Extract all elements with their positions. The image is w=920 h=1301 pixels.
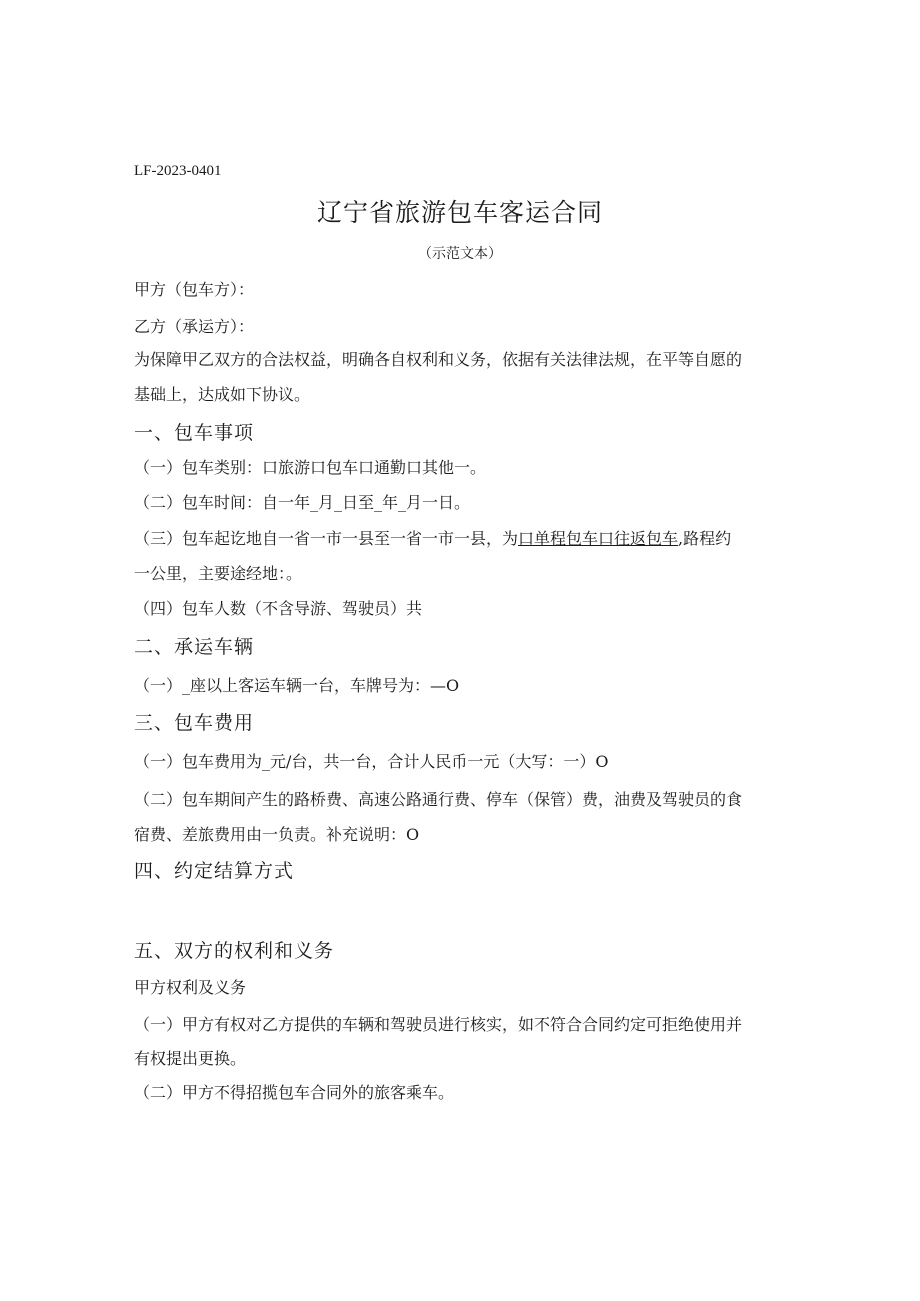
section-1-heading: 一、包车事项	[134, 422, 255, 444]
section-5-item-1-line-1: （一）甲方有权对乙方提供的车辆和驾驶员进行核实，如不符合合同约定可拒绝使用并	[134, 1015, 743, 1034]
section-5-heading: 五、双方的权利和义务	[134, 940, 335, 962]
section-1-item-1: （一）包车类别：口旅游口包车口通勤口其他一。	[134, 458, 487, 477]
intro-line-2: 基础上，达成如下协议。	[134, 385, 311, 404]
party-b-line: 乙方（承运方）：	[134, 317, 255, 336]
section-2-item-1: （一）_座以上客运车辆一台，车牌号为：—O	[134, 676, 460, 695]
section-2-heading: 二、承运车辆	[134, 636, 255, 658]
item-3-trip-type: 口单程包车口往返包车	[518, 529, 679, 548]
section-3-heading: 三、包车费用	[134, 712, 255, 734]
section-3-item-2-line-1: （二）包车期间产生的路桥费、高速公路通行费、停车（保管）费，油费及驾驶员的食	[134, 790, 743, 809]
section-5-subheading: 甲方权利及义务	[134, 978, 247, 997]
section-1-item-4: （四）包车人数（不含导游、驾驶员）共	[134, 599, 423, 618]
document-subtitle: （示范文本）	[418, 246, 502, 262]
party-a-line: 甲方（包车方）：	[134, 280, 255, 299]
section-5-item-1-line-2: 有权提出更换。	[134, 1049, 247, 1068]
item-3-prefix: （三）包车起讫地自一省一市一县至一省一市一县，为	[134, 529, 519, 548]
item-3-suffix: ,路程约	[678, 529, 732, 548]
section-1-item-3-line-1	[134, 529, 731, 549]
section-4-heading: 四、约定结算方式	[134, 860, 295, 882]
intro-line-1: 为保障甲乙双方的合法权益，明确各自权利和义务，依据有关法律法规，在平等自愿的	[134, 350, 743, 369]
section-1-item-3-line-2: 一公里，主要途经地：。	[134, 564, 303, 583]
document-code: LF-2023-0401	[134, 163, 222, 179]
section-5-item-2: （二）甲方不得招揽包车合同外的旅客乘车。	[134, 1083, 455, 1102]
document-title: 辽宁省旅游包车客运合同	[316, 198, 603, 227]
section-1-item-2: （二）包车时间：自一年_月_日至_年_月一日。	[134, 493, 471, 512]
section-3-item-2-line-2: 宿费、差旅费用由一负责。补充说明：O	[134, 825, 420, 844]
section-3-item-1: （一）包车费用为_元/台，共一台，合计人民币一元（大写：一）O	[134, 752, 609, 771]
